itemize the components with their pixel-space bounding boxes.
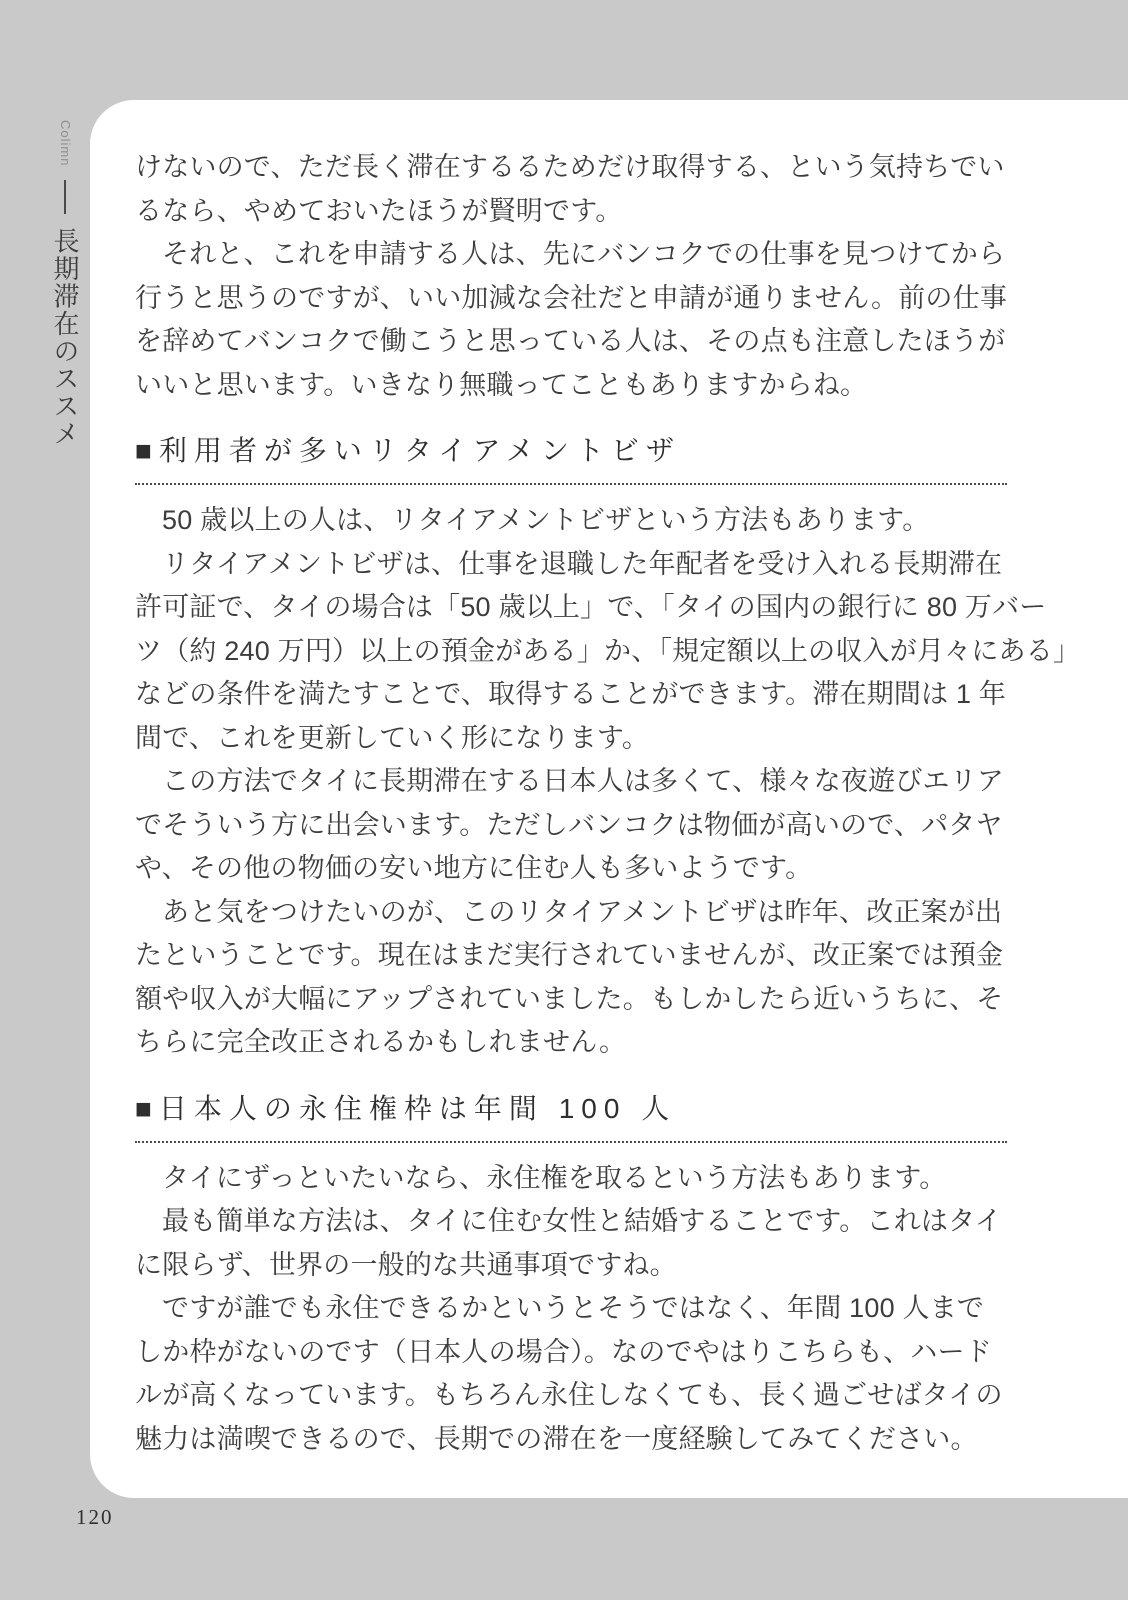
text-line: ツ（約 240 万円）以上の預金がある」か、「規定額以上の収入が月々にある」	[135, 635, 1081, 666]
text-line: 間で、これを更新していく形になります。	[135, 722, 650, 753]
text-line: いいと思います。いきなり無職ってこともありますからね。	[135, 369, 868, 400]
paragraph	[135, 146, 1007, 233]
page-number: 120	[76, 1505, 114, 1529]
sidebar-separator-line	[64, 180, 66, 214]
paragraph	[135, 1200, 1007, 1287]
text-line: などの条件を満たすことで、取得することができます。滞在期間は 1 年	[135, 679, 1007, 709]
text-line: リタイアメントビザは、仕事を退職した年配者を受け入れる長期滞在	[162, 548, 1003, 579]
text-line: タイにずっといたいなら、永住権を取るという方法もあります。	[162, 1162, 947, 1193]
text-line: を辞めてバンコクで働こうと思っている人は、その点も注意したほうが	[135, 326, 1006, 356]
text-line: や、その他の物価の安い地方に住む人も多いようです。	[135, 853, 813, 883]
text-line: でそういう方に出会います。ただしバンコクは物価が高いので、パタヤ	[135, 809, 1003, 840]
text-line: ルが高くなっています。もちろん永住しなくても、長く過ごせばタイの	[135, 1380, 1003, 1410]
paragraph	[135, 1157, 1007, 1201]
text-line: るなら、やめておいたほうが賢明です。	[135, 195, 623, 226]
text-line: 魅力は満喫できるので、長期での滞在を一度経験してみてください。	[135, 1423, 978, 1454]
paragraph	[135, 1287, 1007, 1461]
sidebar-column-label	[50, 120, 80, 1120]
text-line: しか枠がないのです（日本人の場合）。なのでやはりこちらも、ハード	[135, 1336, 992, 1367]
text-line: 行うと思うのですが、いい加減な会社だと申請が通りません。前の仕事	[135, 282, 1008, 313]
text-line: 50 歳以上の人は、リタイアメントビザという方法もあります。	[162, 505, 930, 535]
text-line: ですが誰でも永住できるかというとそうではなく、年間 100 人まで	[162, 1293, 985, 1323]
text-line: 許可証で、タイの場合は「50 歳以上」で、「タイの国内の銀行に 80 万バー	[135, 592, 1047, 622]
paragraph	[135, 760, 1007, 891]
content-panel	[90, 100, 1128, 1498]
paragraph	[135, 233, 1007, 407]
text-line: けないので、ただ長く滞在するるためだけ取得する、という気持ちでい	[135, 152, 1005, 182]
content-blocks	[135, 146, 1081, 1461]
text-line: あと気をつけたいのが、このリタイアメントビザは昨年、改正案が出	[162, 896, 1003, 927]
text-line: ちらに完全改正されるかもしれません。	[135, 1027, 627, 1057]
text-line: 最も簡単な方法は、タイに住む女性と結婚することです。これはタイ	[162, 1206, 1002, 1236]
paragraph	[135, 499, 1007, 543]
text-line: この方法でタイに長期滞在する日本人は多くて、様々な夜遊びエリア	[162, 766, 1005, 796]
text-line: に限らず、世界の一般的な共通事項ですね。	[135, 1249, 677, 1280]
text-line: たということです。現在はまだ実行されていませんが、改正案では預金	[135, 940, 1004, 970]
column-kicker: Colimn	[58, 120, 73, 167]
text-line: 額や収入が大幅にアップされていました。もしかしたら近いうちに、そ	[135, 983, 1004, 1014]
paragraph	[135, 543, 1081, 761]
section-heading: ■利用者が多いリタイアメントビザ	[135, 431, 1007, 485]
paragraph	[135, 891, 1007, 1065]
column-title: 長期滞在のススメ	[50, 227, 80, 448]
section-heading: ■日本人の永住権枠は年間 100 人	[135, 1089, 1007, 1143]
text-line: それと、これを申請する人は、先にバンコクでの仕事を見つけてから	[162, 239, 1006, 269]
